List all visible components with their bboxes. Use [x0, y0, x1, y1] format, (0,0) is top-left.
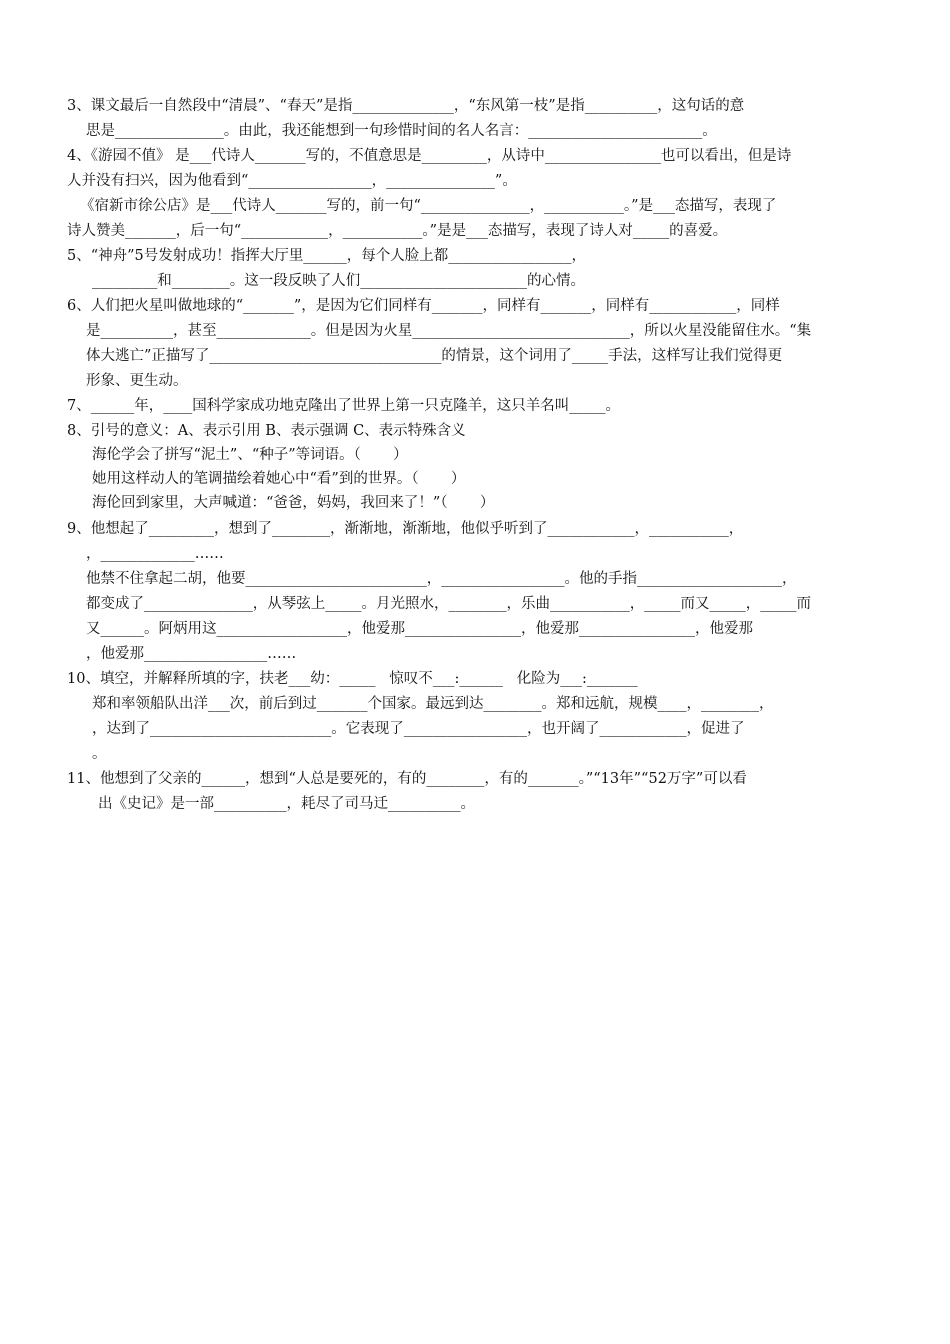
q4-line-1: 4、《游园不值》 是___代诗人_______写的，不值意思是_________，从诗中________________也可以看出，但是诗 [67, 148, 792, 164]
q6-line-1: 6、人们把火星叫做地球的“_______”，是因为它们同样有_______，同样有_______，同样有____________，同样 [67, 298, 780, 314]
q8-item-2: 她用这样动人的笔调描绘着她心中“看”到的世界。（ ） [92, 471, 466, 487]
q11-line-1: 11、他想到了父亲的______，想到“人总是要死的，有的________，有的_______。”“13年”“52万字”可以看 [67, 771, 747, 787]
q10-line-4: 。 [92, 746, 107, 762]
q9-line-1: 9、他想起了_________，想到了________，渐渐地，渐渐地，他似乎听到了____________，___________， [67, 521, 744, 537]
q10-line-1: 10、填空，并解释所填的字，扶老___幼：_____ 惊叹不___:______ 化险为___:_______ [67, 671, 638, 687]
q7-line-1: 7、______年，____国科学家成功地克隆出了世界上第一只克隆羊，这只羊名叫_____。 [67, 398, 620, 414]
q9-line-3: 他禁不住拿起二胡，他要_________________________，_________________。他的手指____________________， [86, 571, 797, 587]
q10-line-3: ，达到了_________________________。它表现了_________________，也开阔了____________，促进了 [92, 721, 745, 737]
q8-item-3: 海伦回到家里，大声喊道：“爸爸，妈妈，我回来了！”（ ） [92, 495, 495, 511]
q8-item-1: 海伦学会了拼写“泥土”、“种子”等词语。（ ） [92, 447, 408, 463]
q3-line-2: 思是_______________。由此，我还能想到一句珍惜时间的名人名言：________________________。 [86, 123, 717, 139]
q11-line-2: 出《史记》是一部__________，耗尽了司马迁__________。 [98, 796, 475, 812]
q5-line-2: _________和________。这一段反映了人们_______________________的心情。 [92, 273, 585, 289]
q6-line-3: 体大逃亡”正描写了________________________________的情景，这个词用了_____手法，这样写让我们觉得更 [86, 348, 783, 364]
q9-line-2: ，_____________…… [86, 546, 224, 562]
q4-line-2: 人并没有扫兴，因为他看到“_________________，_______________”。 [67, 173, 517, 189]
q9-line-4: 都变成了_______________，从琴弦上_____。月光照水，________，乐曲___________，_____而又_____，_____而 [86, 596, 811, 612]
q4-line-3: 《宿新市徐公店》是___代诗人_______写的，前一句“_______________，___________。”是___态描写，表现了 [80, 198, 777, 214]
q6-line-4: 形象、更生动。 [86, 373, 188, 389]
q9-line-6: ，他爱那_________________…… [86, 646, 297, 662]
q6-line-2: 是__________，甚至_____________。但是因为火星______________________________，所以火星没能留住水。“集 [86, 323, 812, 339]
q8-line-1: 8、引号的意义：A、表示引用 B、表示强调 C、表示特殊含义 [67, 423, 466, 439]
q5-line-1: 5、“神舟”5号发射成功！指挥大厅里______，每个人脸上都_________________， [67, 248, 587, 264]
q10-line-2: 郑和率领船队出洋___次，前后到过_______个国家。最远到达________。郑和远航，规模____，________， [92, 696, 774, 712]
q3-line-1: 3、课文最后一自然段中“清晨”、“春天”是指______________，“东风第一枝”是指__________，这句话的意 [67, 98, 745, 114]
q9-line-5: 又______。阿炳用这__________________，他爱那________________，他爱那________________，他爱那 [86, 621, 753, 637]
q4-line-4: 诗人赞美_______，后一句“____________，___________。”是是___态描写，表现了诗人对_____的喜爱。 [67, 223, 728, 239]
